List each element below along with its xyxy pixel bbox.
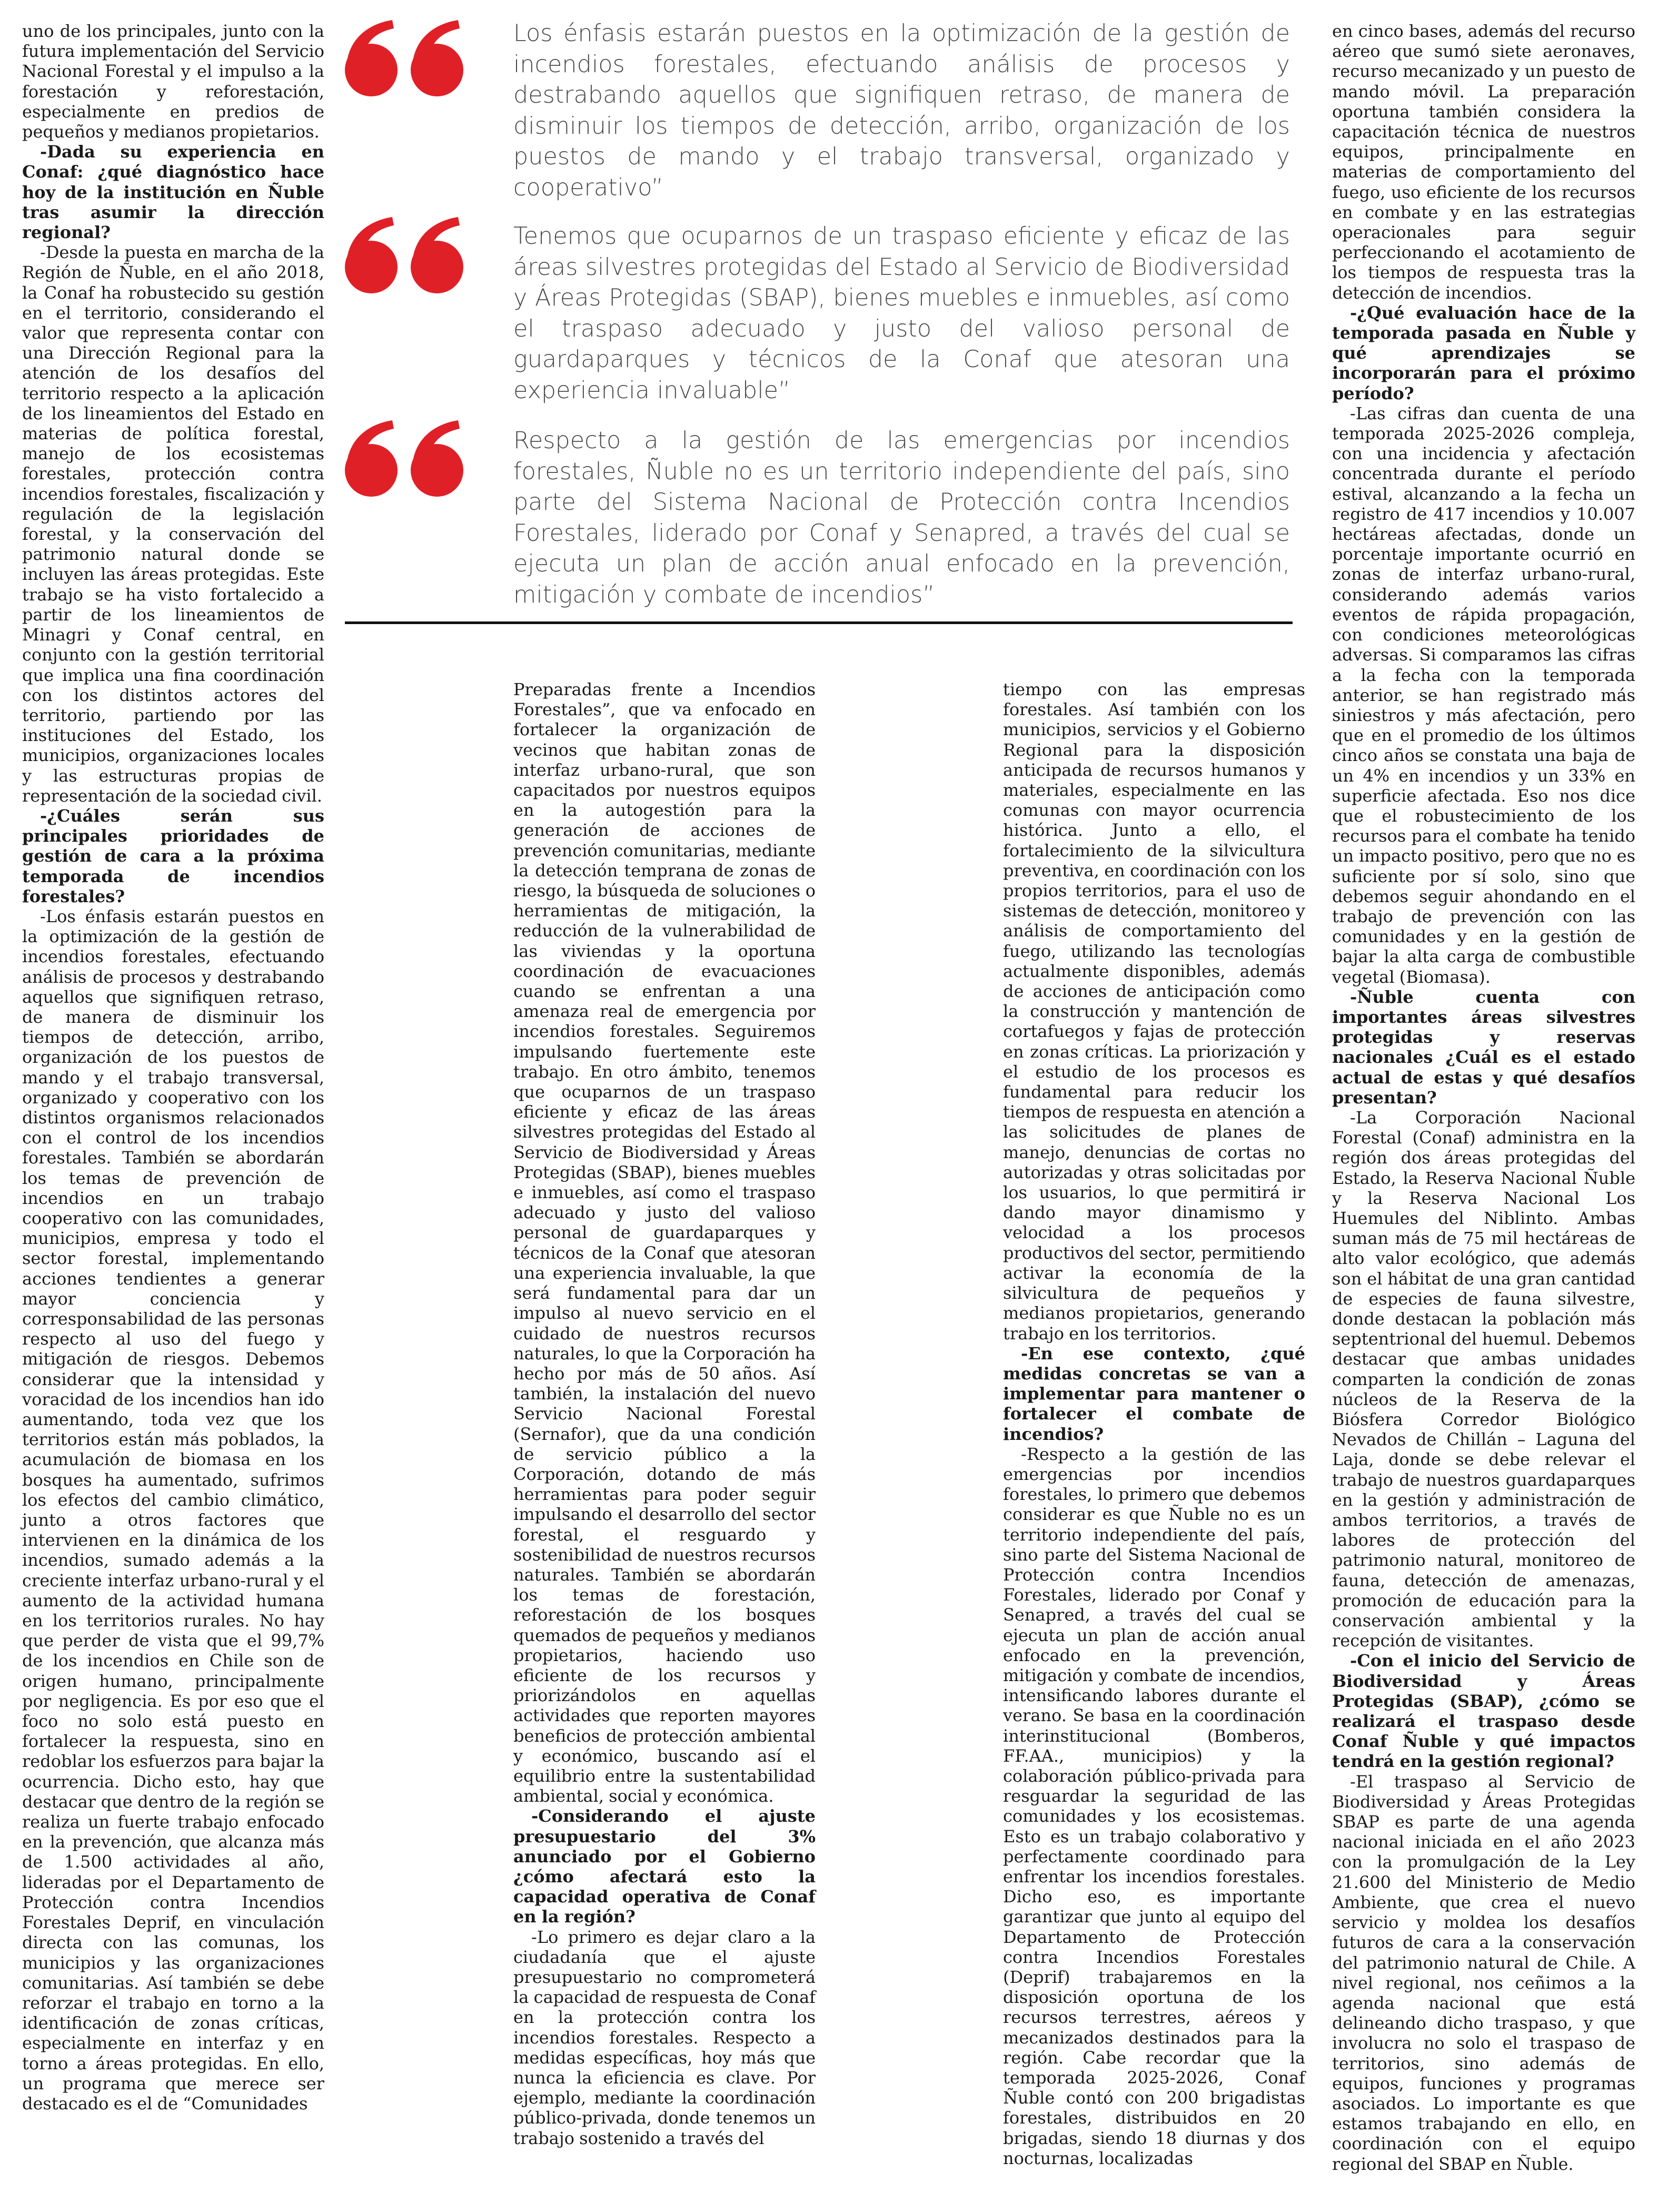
col3-paragraph: tiempo con las empresas forestales. Así también con los municipios, servicios y el Gobierno Regional para la disposición anticipada de recursos humanos y materiales, especialmente en las comunas con mayor ocurrencia histórica. Junto a ello, el fortalecimiento de la silvicultura preventiva, en coordinación con los propios territorios, para el uso de sistemas de detección, monitoreo y análisis de comportamiento del fuego, utilizando las tecnologías actualmente disponibles, además de acciones de anticipación como la construcción y mantención de cortafuegos y fajas de protección en zonas críticas. La priorización y el estudio de los procesos es fundamental para reducir los tiempos de respuesta en atención a las solicitudes de planes de manejo, denuncias de cortas no autorizadas y otras solicitadas por los usuarios, lo que permitirá ir dando mayor dinamismo y velocidad a los procesos productivos del sector, permitiendo activar la economía de la silvicultura de pequeños y medianos propietarios, generando trabajo en los territorios. (1003, 679, 1305, 1344)
column-2 (513, 679, 816, 2148)
pullquote-2: Tenemos que ocuparnos de un traspaso eficiente y eficaz de las áreas silvestres protegidas del Estado al Servicio de Biodiversidad y Áreas Protegidas (SBAP), bienes muebles e inmuebles, así como el traspaso adecuado y justo del valioso personal de guardaparques y técnicos de la Conaf que atesoran una experiencia invaluable” (513, 223, 1290, 404)
col1-paragraph: uno de los principales, junto con la futura implementación del Servicio Nacional Forestal y el impulso a la forestación y reforestación, especialmente en predios de pequeños y medianos propietarios. (22, 21, 324, 142)
col1-question-prioridades: -¿Cuáles serán sus principales prioridades de gestión de cara a la próxima temporada de incendios forestales? (22, 805, 324, 906)
col2-paragraph: Preparadas frente a Incendios Forestales”, que va enfocado en fortalecer la organización de vecinos que habitan zonas de interfaz urbano-rural, que son capacitados por nuestros equipos en la autogestión para la generación de acciones de prevención comunitarias, mediante la detección temprana de zonas de riesgo, la búsqueda de soluciones o herramientas de mitigación, la reducción de la vulnerabilidad de las viviendas y la oportuna coordinación de evacuaciones cuando se enfrentan a una amenaza real de emergencia por incendios forestales. Seguiremos impulsando fuertemente este trabajo. En otro ámbito, tenemos que ocuparnos de un traspaso eficiente y eficaz de las áreas silvestres protegidas del Estado al Servicio de Biodiversidad y Áreas Protegidas (SBAP), bienes muebles e inmuebles, así como el traspaso adecuado y justo del valioso personal de guardaparques y técnicos de la Conaf que atesoran una experiencia invaluable, la que será fundamental para dar un impulso al nuevo servicio en el cuidado de nuestros recursos naturales, lo que la Corporación ha hecho por más de 50 años. Así también, la instalación del nuevo Servicio Nacional Forestal (Sernafor), que da una condición de servicio público a la Corporación, dotando de más herramientas para poder seguir impulsando el desarrollo del sector forestal, el resguardo y sostenibilidad de nuestros recursos naturales. También se abordarán los temas de forestación, reforestación de los bosques quemados de pequeños y medianos propietarios, haciendo uso eficiente de los recursos y priorizándolos en aquellas actividades que reporten mayores beneficios de protección ambiental y económico, buscando así el equilibrio entre la sustentabilidad ambiental, social y económica. (513, 679, 816, 1806)
col4-answer-evaluacion: -Las cifras dan cuenta de una temporada 2025-2026 compleja, con una incidencia y afectación concentrada durante el período estival, alcanzando a la fecha un registro de 417 incendios y 10.007 hectáreas afectadas, donde un porcentaje importante ocurrió en zonas de interfaz urbano-rural, considerando además varios eventos de rápida propagación, con condiciones meteorológicas adversas. Si comparamos las cifras a la fecha con la temporada anterior, se han registrado más siniestros y más afectación, pero que en el promedio de los últimos cinco años se constata una baja de un 4% en incendios y un 33% en superficie afectada. Eso nos dice que el robustecimiento de los recursos para el combate ha tenido un impacto positivo, pero que no es suficiente por sí solo, sino que debemos seguir ahondando en el trabajo de prevención con las comunidades y en la gestión de bajar la alta carga de combustible vegetal (Biomasa). (1332, 403, 1635, 987)
col4-paragraph: en cinco bases, además del recurso aéreo que sumó siete aeronaves, recurso mecanizado y un puesto de mando móvil. La preparación oportuna también considera la capacitación técnica de nuestros equipos, principalmente en materias de comportamiento del fuego, uso eficiente de los recursos en combate y en las estrategias operacionales para seguir perfeccionando el acotamiento de los tiempos de respuesta tras la detección de incendios. (1332, 21, 1635, 303)
section-divider (345, 621, 1293, 624)
quote-mark-icon (342, 420, 469, 499)
col4-question-sbap: -Con el inicio del Servicio de Biodiversidad y Áreas Protegidas (SBAP), ¿cómo se realizará el traspaso desde Conaf Ñuble y qué impactos tendrá en la gestión regional? (1332, 1651, 1635, 1772)
column-3 (1003, 679, 1305, 2168)
pullquote-3: Respecto a la gestión de las emergencias por incendios forestales, Ñuble no es un territorio independiente del país, sino parte del Sistema Nacional de Protección contra Incendios Forestales, liderado por Conaf y Senapred, a través del cual se ejecuta un plan de acción anual enfocado en la prevención, mitigación y combate de incendios” (513, 427, 1290, 608)
col1-answer-diagnostico: -Desde la puesta en marcha de la Región de Ñuble, en el año 2018, la Conaf ha robustecido su gestión en el territorio, considerando el valor que representa contar con una Dirección Regional para la atención de los desafíos del territorio respecto a la aplicación de los lineamientos del Estado en materias de política forestal, manejo de los ecosistemas forestales, protección contra incendios forestales, fiscalización y regulación de la legislación forestal, y la conservación del patrimonio natural donde se incluyen las áreas protegidas. Este trabajo se ha visto fortalecido a partir de los lineamientos de Minagri y Conaf central, en conjunto con la gestión territorial que implica una fina coordinación con los distintos actores del territorio, partiendo por las instituciones del Estado, los municipios, organizaciones locales y las estructuras propias de representación de la sociedad civil. (22, 242, 324, 806)
column-1 (22, 21, 324, 2114)
col2-question-presupuesto: -Considerando el ajuste presupuestario del 3% anunciado por el Gobierno ¿cómo afectará esto la capacidad operativa de Conaf en la región? (513, 1806, 816, 1927)
col2-answer-presupuesto: -Lo primero es dejar claro a la ciudadanía que el ajuste presupuestario no comprometerá la capacidad de respuesta de Conaf en la protección contra los incendios forestales. Respecto a medidas específicas, hoy más que nunca la eficiencia es clave. Por ejemplo, mediante la coordinación público-privada, donde tenemos un trabajo sostenido a través del (513, 1927, 816, 2148)
col3-answer-medidas: -Respecto a la gestión de las emergencias por incendios forestales, lo primero que debemos considerar es que Ñuble no es un territorio independiente del país, sino parte del Sistema Nacional de Protección contra Incendios Forestales, liderado por Conaf y Senapred, a través del cual se ejecuta un plan de acción anual enfocado en la prevención, mitigación y combate de incendios, intensificando labores durante el verano. Se basa en la coordinación interinstitucional (Bomberos, FF.AA., municipios) y la colaboración público-privada para resguardar la seguridad de las comunidades y los ecosistemas. Esto es un trabajo colaborativo y perfectamente coordinado para enfrentar los incendios forestales. Dicho eso, es importante garantizar que junto al equipo del Departamento de Protección contra Incendios Forestales (Deprif) trabajaremos en la disposición oportuna de los recursos terrestres, aéreos y mecanizados destinados para la región. Cabe recordar que la temporada 2025-2026, Conaf Ñuble contó con 200 brigadistas forestales, distribuidos en 20 brigadas, siendo 18 diurnas y dos nocturnas, localizadas (1003, 1444, 1305, 2168)
column-4 (1332, 21, 1635, 2174)
col1-answer-prioridades: -Los énfasis estarán puestos en la optimización de la gestión de incendios forestales, efectuando análisis de procesos y destrabando aquellos que signifiquen retraso, de manera de disminuir los tiempos de detección, arribo, organización de los puestos de mando y el trabajo transversal, organizado y cooperativo con los distintos organismos relacionados con el control de los incendios forestales. También se abordarán los temas de prevención de incendios en un trabajo cooperativo con las comunidades, municipios, empresa y todo el sector forestal, implementando acciones tendientes a generar mayor conciencia y corresponsabilidad de las personas respecto al uso del fuego y mitigación de riesgos. Debemos considerar que la intensidad y voracidad de los incendios han ido aumentando, toda vez que los territorios están más poblados, la acumulación de biomasa en los bosques ha aumentado, sufrimos los efectos del cambio climático, junto a otros factores que intervienen en la dinámica de los incendios, sumado además a la creciente interfaz urbano-rural y el aumento de la actividad humana en los territorios rurales. No hay que perder de vista que el 99,7% de los incendios en Chile son de origen humano, principalmente por negligencia. Es por eso que el foco no solo está puesto en fortalecer la respuesta, sino en redoblar los esfuerzos para bajar la ocurrencia. Dicho esto, hay que destacar que dentro de la región se realiza un fuerte trabajo enfocado en la prevención, que alcanza más de 1.500 actividades al año, lideradas por el Departamento de Protección contra Incendios Forestales Deprif, en vinculación directa con las comunas, los municipios y las organizaciones comunitarias. Así también se debe reforzar el trabajo en torno a la identificación de zonas críticas, especialmente en interfaz y en torno a áreas protegidas. En ello, un programa que merece ser destacado es el de “Comunidades (22, 906, 324, 2114)
pullquote-1: Los énfasis estarán puestos en la optimización de la gestión de incendios forestales, efectuando análisis de procesos y destrabando aquellos que signifiquen retraso, de manera de disminuir los tiempos de detección, arribo, organización de los puestos de mando y el trabajo transversal, organizado y cooperativo” (513, 20, 1290, 201)
quote-mark-icon (342, 20, 469, 99)
col3-question-medidas: -En ese contexto, ¿qué medidas concretas se van a implementar para mantener o fortalecer el combate de incendios? (1003, 1343, 1305, 1444)
col1-question-diagnostico: -Dada su experiencia en Conaf: ¿qué diagnóstico hace hoy de la institución en Ñuble tras asumir la dirección regional? (22, 142, 324, 243)
quote-mark-icon (342, 217, 469, 296)
col4-answer-areas-protegidas: -La Corporación Nacional Forestal (Conaf) administra en la región dos áreas protegidas del Estado, la Reserva Nacional Ñuble y la Reserva Nacional Los Huemules del Niblinto. Ambas suman más de 75 mil hectáreas de alto valor ecológico, que además son el hábitat de una gran cantidad de especies de fauna silvestre, donde destacan la población más septentrional del huemul. Debemos destacar que ambas unidades comparten la condición de zonas núcleos de la Reserva de la Biósfera Corredor Biológico Nevados de Chillán – Laguna del Laja, donde se debe relevar el trabajo de nuestros guardaparques en la gestión y administración de ambos territorios, a través de labores de protección del patrimonio natural, monitoreo de fauna, detección de amenazas, promoción de educación para la conservación ambiental y la recepción de visitantes. (1332, 1107, 1635, 1651)
col4-question-areas-protegidas: -Ñuble cuenta con importantes áreas silvestres protegidas y reservas nacionales ¿Cuál es el estado actual de estas y qué desafíos presentan? (1332, 986, 1635, 1108)
col4-question-evaluacion: -¿Qué evaluación hace de la temporada pasada en Ñuble y qué aprendizajes se incorporarán para el próximo período? (1332, 302, 1635, 403)
col4-answer-sbap: -El traspaso al Servicio de Biodiversidad y Áreas Protegidas SBAP es parte de una agenda nacional iniciada en el año 2023 con la promulgación de la Ley 21.600 del Ministerio de Medio Ambiente, que crea el nuevo servicio y moldea los desafíos futuros de cara a la conservación del patrimonio natural de Chile. A nivel regional, nos ceñimos a la agenda nacional que está delineando dicho traspaso, y que involucra no solo el traspaso de territorios, sino además de equipos, funciones y programas asociados. Lo importante es que estamos trabajando en ello, en coordinación con el equipo regional del SBAP en Ñuble. (1332, 1771, 1635, 2174)
